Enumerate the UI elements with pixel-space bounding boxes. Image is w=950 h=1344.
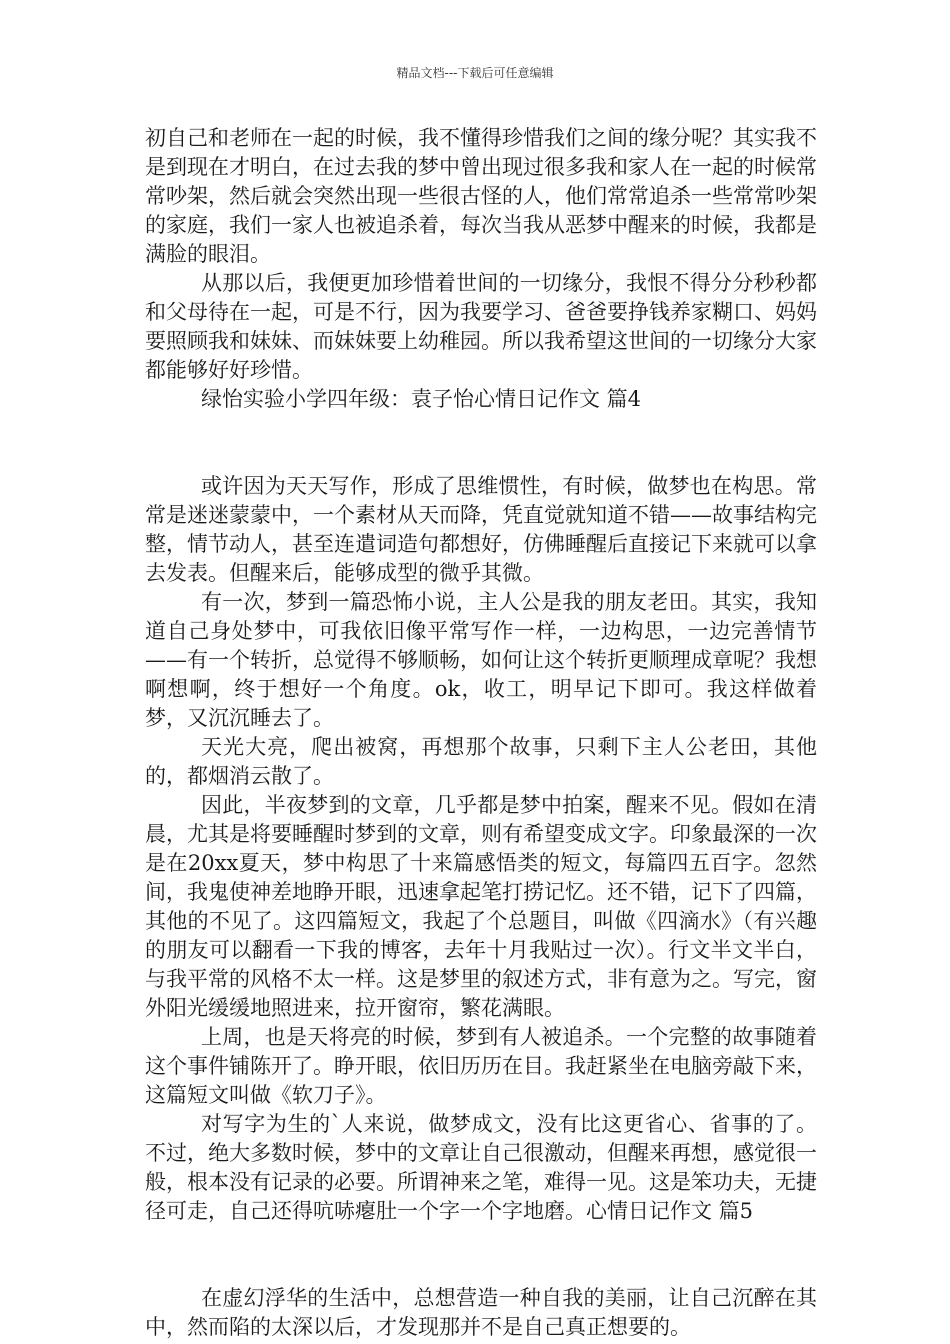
section-heading: 绿怡实验小学四年级：袁子怡心情日记作文 篇4 — [201, 387, 642, 411]
paragraph: 有一次，梦到一篇恐怖小说，主人公是我的朋友老田。其实，我知道自己身处梦中，可我依旧像平常写作一样，一边构思，一边完善情节——有一个转折，总觉得不够顺畅，如何让这个转折更顺理成章呢？我想啊想啊，终于想好一个角度。ok，收工，明早记下即可。我这样做着梦，又沉沉睡去了。 — [145, 590, 817, 730]
page-header: 精品文档---下载后可任意编辑 — [396, 66, 554, 80]
paragraph: 天光大亮，爬出被窝，再想那个故事，只剩下主人公老田，其他的，都烟消云散了。 — [145, 735, 817, 788]
section-gap — [145, 414, 817, 472]
paragraph: 初自己和老师在一起的时候，我不懂得珍惜我们之间的缘分呢？其实我不是到现在才明白，在过去我的梦中曾出现过很多我和家人在一起的时候常常吵架，然后就会突然出现一些很古怪的人，他们常常追杀一些常常吵架的家庭，我们一家人也被追杀着，每次当我从恶梦中醒来的时候，我都是满脸的眼泪。 — [145, 126, 817, 266]
document-body — [145, 124, 817, 1342]
paragraph: 或许因为天天写作，形成了思维惯性，有时候，做梦也在构思。常常是迷迷蒙蒙中，一个素材从天而降，凭直觉就知道不错——故事结构完整，情节动人，甚至连遣词造句都想好，仿佛睡醒后直接记下来就可以拿去发表。但醒来后，能够成型的微乎其微。 — [145, 474, 817, 585]
paragraph: 因此，半夜梦到的文章，几乎都是梦中拍案，醒来不见。假如在清晨，尤其是将要睡醒时梦到的文章，则有希望变成文字。印象最深的一次是在20xx夏天，梦中构思了十来篇感悟类的短文，每篇四五百字。忽然间，我鬼使神差地睁开眼，迅速拿起笔打捞记忆。还不错，记下了四篇，其他的不见了。这四篇短文，我起了个总题目，叫做《四滴水》（有兴趣的朋友可以翻看一下我的博客，去年十月我贴过一次）。行文半文半白，与我平常的风格不太一样。这是梦里的叙述方式，非有意为之。写完，窗外阳光缓缓地照进来，拉开窗帘，繁花满眼。 — [145, 793, 817, 1020]
section-gap — [145, 1226, 817, 1284]
paragraph: 对写字为生的`人来说，做梦成文，没有比这更省心、省事的了。不过，绝大多数时候，梦中的文章让自己很激动，但醒来再想，感觉很一般，根本没有记录的必要。所谓神来之笔，难得一见。这是笨功夫，无捷径可走，自己还得吭哧瘪肚一个字一个字地磨。心情日记作文 篇5 — [145, 1112, 817, 1223]
paragraph: 上周，也是天将亮的时候，梦到有人被追杀。一个完整的故事随着这个事件铺陈开了。睁开眼，依旧历历在目。我赶紧坐在电脑旁敲下来，这篇短文叫做《软刀子》。 — [145, 1025, 817, 1107]
paragraph: 从那以后，我便更加珍惜着世间的一切缘分，我恨不得分分秒秒都和父母待在一起，可是不行，因为我要学习、爸爸要挣钱养家糊口、妈妈要照顾我和妹妹、而妹妹要上幼稚园。所以我希望这世间的一切缘分大家都能够好好珍惜。 — [145, 271, 817, 382]
paragraph: 在虚幻浮华的生活中，总想营造一种自我的美丽，让自己沉醉在其中，然而陷的太深以后，才发现那并不是自己真正想要的。 — [145, 1286, 817, 1339]
